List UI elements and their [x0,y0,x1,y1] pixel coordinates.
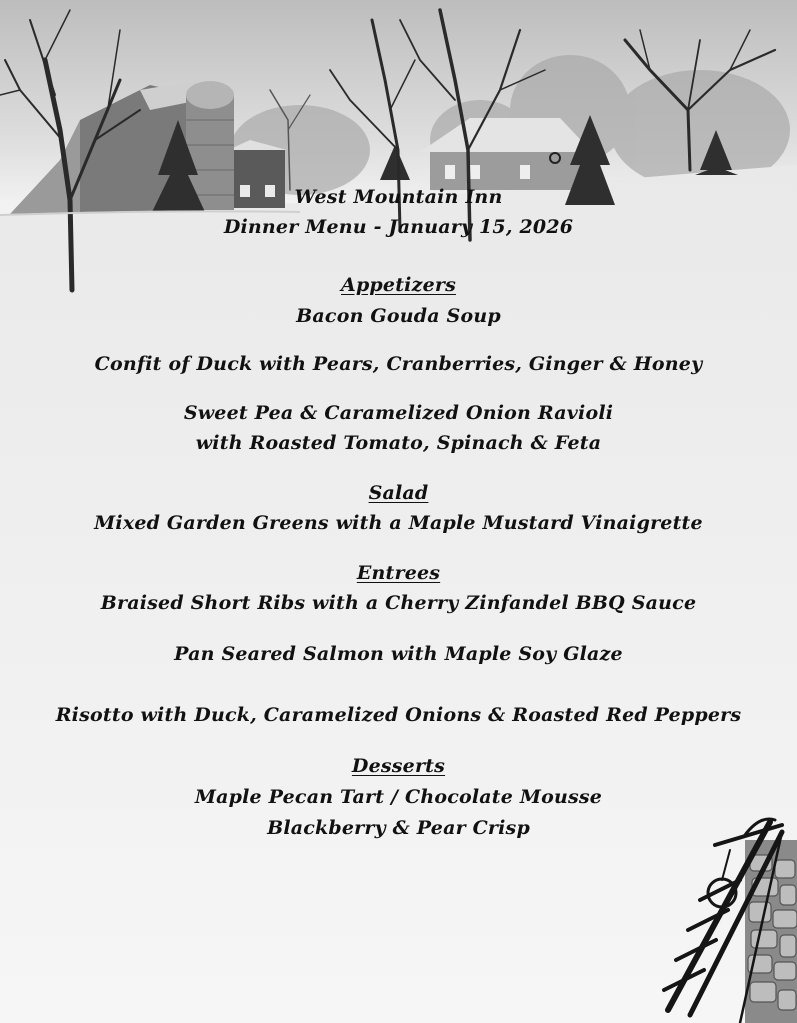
inn-name: West Mountain Inn [294,186,503,208]
menu-item: Mixed Garden Greens with a Maple Mustard Vinaigrette [94,512,703,534]
menu-item: Blackberry & Pear Crisp [267,817,530,839]
section-heading-desserts: Desserts [351,755,446,777]
menu-item: Pan Seared Salmon with Maple Soy Glaze [174,643,623,665]
menu-item: Maple Pecan Tart / Chocolate Mousse [194,786,603,808]
menu-item: Risotto with Duck, Caramelized Onions & Roasted Red Peppers [55,704,742,726]
menu-item: Confit of Duck with Pears, Cranberries, Ginger & Honey [94,353,703,375]
menu-item: Sweet Pea & Caramelized Onion Ravioli [183,402,614,424]
menu-item: Braised Short Ribs with a Cherry Zinfandel BBQ Sauce [100,592,697,614]
section-heading-salad: Salad [368,482,429,504]
menu-subtitle: Dinner Menu - January 15, 2026 [223,216,574,238]
menu-item-continued: with Roasted Tomato, Spinach & Feta [195,432,602,454]
section-heading-entrees: Entrees [356,562,441,584]
menu-item: Bacon Gouda Soup [296,305,501,327]
section-heading-appetizers: Appetizers [341,274,456,296]
